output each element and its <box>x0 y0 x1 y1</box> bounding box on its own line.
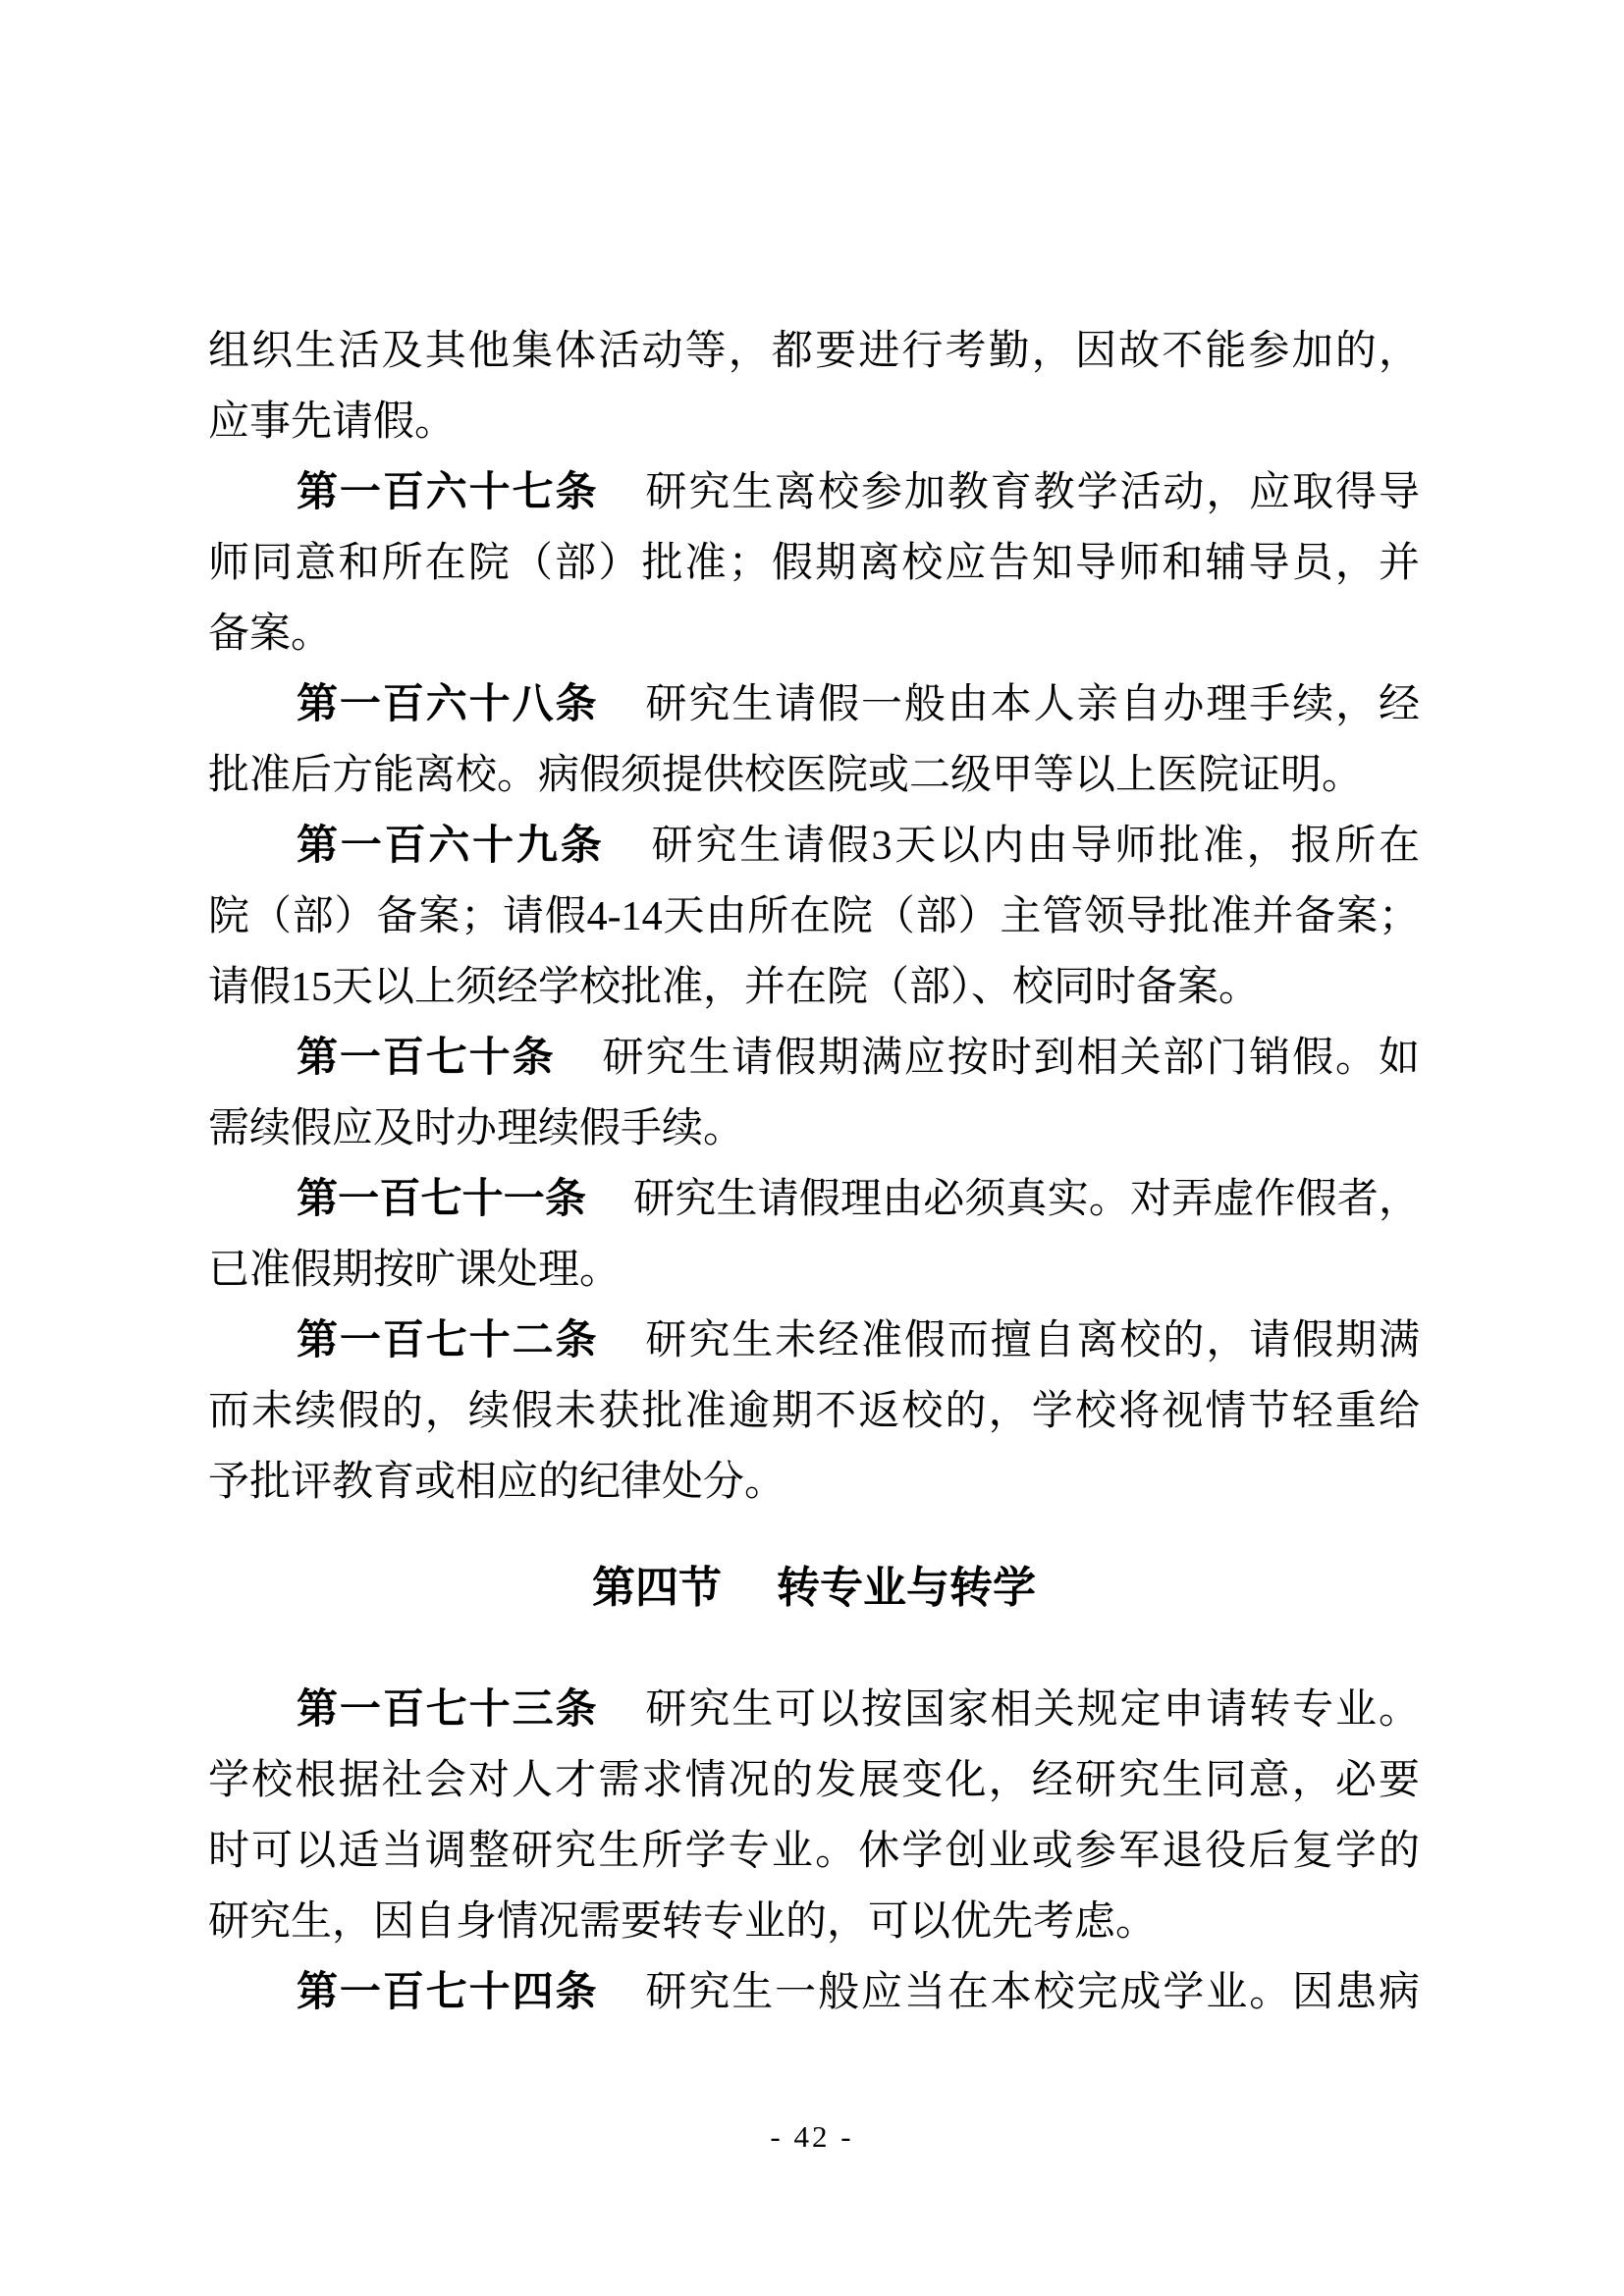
text-line <box>208 528 1420 599</box>
text-line <box>208 457 1420 528</box>
text-line <box>208 1023 1420 1094</box>
text-line <box>208 1957 1420 2028</box>
section-heading <box>208 1553 1420 1624</box>
line-text: 应事先请假。 <box>208 400 457 445</box>
text-line <box>208 599 1420 669</box>
text-line <box>208 316 1420 387</box>
page-number: - 42 - <box>770 2119 854 2154</box>
text-line <box>208 1816 1420 1887</box>
line-text: 予批评教育或相应的纪律处分。 <box>208 1460 786 1505</box>
line-text: 备案。 <box>208 612 333 657</box>
line-text: 研究生可以按国家相关规定申请转专业。 <box>645 1687 1420 1733</box>
line-text: 师同意和所在院（部）批准；假期离校应告知导师和辅导员，并 <box>208 541 1420 586</box>
text-line <box>208 811 1420 881</box>
text-line <box>208 881 1420 952</box>
article-number: 第一百七十四条 <box>297 1970 599 2015</box>
article-number: 第一百六十九条 <box>297 824 605 869</box>
line-text: 而未续假的，续假未获批准逾期不返校的，学校将视情节轻重给 <box>208 1389 1420 1434</box>
article-number: 第一百六十七条 <box>297 470 599 515</box>
line-text: 组织生活及其他集体活动等，都要进行考勤，因故不能参加的， <box>208 329 1420 374</box>
line-text: 需续假应及时办理续假手续。 <box>208 1106 745 1151</box>
text-line <box>208 1887 1420 1957</box>
text-line <box>208 1164 1420 1235</box>
line-text: 研究生一般应当在本校完成学业。因患病 <box>645 1970 1420 2015</box>
text-line <box>208 740 1420 811</box>
text-line <box>208 1675 1420 1745</box>
line-text: 已准假期按旷课处理。 <box>208 1248 622 1293</box>
line-text: 学校根据社会对人才需求情况的发展变化，经研究生同意，必要 <box>208 1758 1420 1803</box>
line-text: 研究生，因自身情况需要转专业的，可以优先考虑。 <box>208 1899 1158 1945</box>
line-text: 批准后方能离校。病假须提供校医院或二级甲等以上医院证明。 <box>208 753 1364 798</box>
text-line <box>208 1235 1420 1306</box>
line-text: 请假15天以上须经学校批准，并在院（部）、校同时备案。 <box>208 965 1261 1010</box>
line-text: 研究生离校参加教育教学活动，应取得导 <box>645 470 1420 515</box>
section-number: 第四节 <box>592 1564 722 1612</box>
line-text: 研究生请假理由必须真实。对弄虚作假者， <box>633 1177 1420 1222</box>
text-line <box>208 669 1420 740</box>
text-line <box>208 1745 1420 1816</box>
line-text: 时可以适当调整研究生所学专业。休学创业或参军退役后复学的 <box>208 1829 1420 1874</box>
text-line <box>208 1306 1420 1376</box>
text-line <box>208 952 1420 1023</box>
line-text: 研究生请假3天以内由导师批准，报所在 <box>651 824 1420 869</box>
article-number: 第一百六十八条 <box>297 682 599 727</box>
text-line <box>208 1094 1420 1164</box>
text-line <box>208 1376 1420 1447</box>
article-number: 第一百七十三条 <box>297 1687 599 1733</box>
line-text: 研究生请假期满应按时到相关部门销假。如 <box>602 1036 1420 1081</box>
text-line <box>208 387 1420 457</box>
line-text: 研究生未经准假而擅自离校的，请假期满 <box>645 1318 1420 1363</box>
line-text: 研究生请假一般由本人亲自办理手续，经 <box>645 682 1420 727</box>
text-block <box>208 316 1420 2028</box>
article-number: 第一百七十一条 <box>297 1177 587 1222</box>
text-line <box>208 1447 1420 1518</box>
line-text: 院（部）备案；请假4-14天由所在院（部）主管领导批准并备案； <box>208 894 1420 939</box>
article-number: 第一百七十二条 <box>297 1318 599 1363</box>
article-number: 第一百七十条 <box>297 1036 556 1081</box>
section-title: 转专业与转学 <box>777 1564 1036 1612</box>
